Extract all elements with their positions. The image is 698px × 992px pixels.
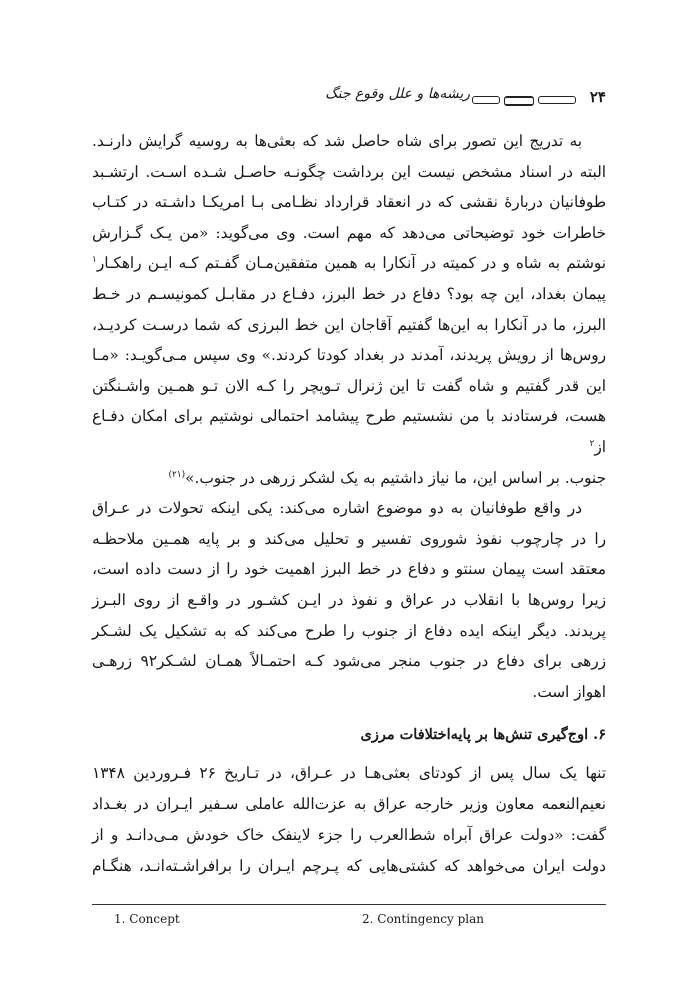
text-line: دولت ایران می‌خواهد که کشتی‌هایی که پـرچم ایـران را برافراشـته‌انـد، هنگـام <box>92 857 606 875</box>
paragraph <box>92 126 606 493</box>
text-line: البته در اسناد مشخص نیست این برداشت چگونـه حاصـل شـده اسـت. ارتشـبد <box>92 162 606 181</box>
text-line-content: جنوب. بر اساس این، ما نیاز داشتیم به یک لشکر زرهی در جنوب.» <box>185 468 606 487</box>
text-line: در واقع طوفانیان به دو موضوع اشاره می‌کند: یکی اینکه تحولات در عـراق <box>92 499 582 518</box>
text-line: پریدند. دیگر اینکه ایده دفاع از جنوب را طرح می‌کند که به تشکیل یک لشـکر <box>92 621 606 640</box>
text-line: این قدر گفتیم و شاه گفت تا این ژنرال تـویچر را کـه الان تـو همـین واشـنگتن <box>92 376 606 395</box>
text-line <box>92 463 606 494</box>
header-ornament-rule <box>472 96 500 104</box>
text-line: روس‌ها از رویش پریدند، آمدند در بغداد کودتا کردند.» وی سپس مـی‌گویـد: «مـا <box>92 346 606 365</box>
running-header <box>92 86 606 114</box>
citation-marker: (۲۱) <box>168 469 186 480</box>
header-ornament-rule <box>504 96 534 106</box>
text-line-content: نوشتم به شاه و در کمیته در آنکارا به همین متفقین‌مـان گفـتم کـه ایـن راهکـار <box>96 254 606 273</box>
text-line: پیمان بغداد، این چه بود؟ دفاع در خط البرز، دفـاع در مقابـل کمونیسـم در خـط <box>92 284 606 303</box>
text-line: طوفانیان دربارهٔ نقشی که در انعقاد قرارداد نظـامی بـا امریکـا داشـته در کتـاب <box>92 193 606 212</box>
text-line: خاطرات خود توضیحاتی می‌دهد که مهم است. وی می‌گوید: «من یـک گـزارش <box>92 223 606 242</box>
text-line: معتقد است پیمان سنتو و دفاع در خط البرز اهمیت خود را از دست داده است، <box>92 560 606 579</box>
footnote-divider <box>92 904 606 905</box>
footnotes <box>92 912 606 930</box>
text-line: اهواز است. <box>532 682 606 701</box>
running-title: ریشه‌ها و علل وقوع جنگ <box>325 86 470 102</box>
footnote: 1. Concept <box>114 912 180 926</box>
section-body-text <box>92 758 606 882</box>
section-heading: ۶. اوج‌گیری تنش‌ها بر پایه‌اختلافات مرزی <box>360 726 606 743</box>
text-line: نعیم‌النعمه معاون وزیر خارجه عراق به عزت‌الله عاملی سـفیر ایـران در بغـداد <box>92 795 606 813</box>
text-line: گفت: «دولت عراق آبراه شط‌العرب را جزء لاینفک خاک خودش مـی‌دانـد و از <box>92 826 606 844</box>
text-line: البرز، ما در آنکارا به این‌ها گفتیم آقاجان این خط البرزی که شما درسـت کردیـد، <box>92 315 606 334</box>
text-line <box>92 401 606 462</box>
text-line <box>92 248 606 279</box>
text-line-content: هست، فرستادند با من نشستیم طرح پیشامد احتمالی نوشتیم برای امکان دفـاع از <box>92 407 606 456</box>
text-line: تنها یک سال پس از کودتای بعثی‌هـا در عـراق، در تـاریخ ۲۶ فـروردین ۱۳۴۸ <box>92 764 606 782</box>
footnote-marker: ۱ <box>92 255 97 266</box>
text-line: به تدریج این تصور برای شاه حاصل شد که بعثی‌ها به روسیه گرایش دارنـد. <box>92 132 582 150</box>
page-number: ۲۴ <box>589 88 606 106</box>
text-line: زیرا روس‌ها با انقلاب در عراق و نفوذ در ایـن کشـور در واقـع از روی البـرز <box>92 590 606 609</box>
body-text <box>92 126 606 707</box>
text-line: را در چارچوب نفوذ شوروی تفسیر و تحلیل می‌کند و بر پایه همـین ملاحظـه <box>92 529 606 548</box>
text-line: زرهی برای دفاع در جنوب منجر می‌شود کـه احتمـالاً همـان لشـکر۹۲ زرهـی <box>92 652 607 671</box>
paragraph <box>92 493 606 707</box>
footnote: 2. Contingency plan <box>362 912 485 926</box>
header-ornament-rule <box>538 96 576 104</box>
footnote-marker: ۲ <box>589 438 595 449</box>
